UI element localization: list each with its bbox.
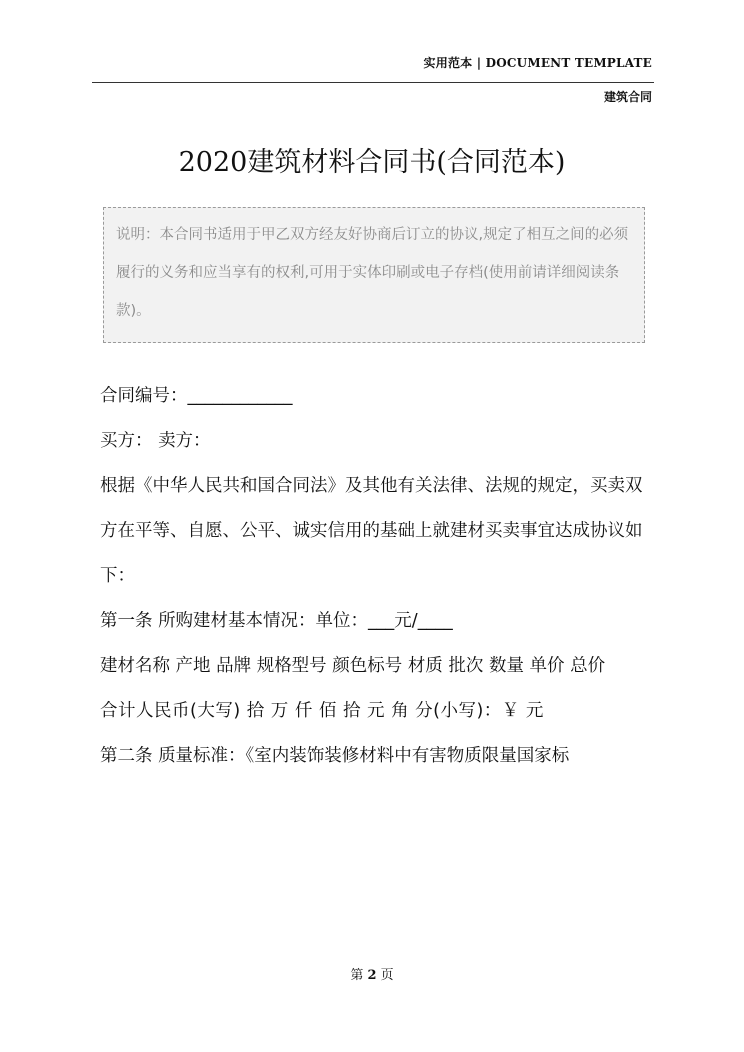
total-amount: 合计人民币(大写) 拾 万 仟 佰 拾 元 角 分(小写)：￥ 元 [100, 701, 544, 721]
notice-box [103, 207, 645, 343]
notice-text: 说明：本合同书适用于甲乙双方经友好协商后订立的协议,规定了相互之间的必须履行的义务和应当享有的权利,可用于实体印刷或电子存档(使用前请详细阅读条款)。 [116, 227, 629, 319]
document-title: 2020建筑材料合同书(合同范本) [178, 147, 566, 178]
page-suffix: 页 [380, 968, 394, 983]
header-divider [92, 82, 654, 83]
page-footer [0, 964, 744, 983]
article-1: 第一条 所购建材基本情况：单位：___元/____ [100, 611, 453, 631]
contract-body [100, 374, 656, 779]
article-2: 第二条 质量标准：《室内装饰装修材料中有害物质限量国家标 [100, 746, 570, 766]
preamble-paragraph: 根据《中华人民共和国合同法》及其他有关法律、法规的规定，买卖双方在平等、自愿、公平、诚实信用的基础上就建材买卖事宜达成协议如下： [100, 476, 643, 586]
header-template-label: 实用范本 | DOCUMENT TEMPLATE [423, 56, 652, 70]
material-columns: 建材名称 产地 品牌 规格型号 颜色标号 材质 批次 数量 单价 总价 [100, 656, 606, 676]
page-prefix: 第 [350, 968, 364, 983]
parties: 买方： 卖方： [100, 431, 211, 451]
header-category: 建筑合同 [603, 90, 652, 104]
page-number: 2 [367, 968, 377, 983]
contract-number: 合同编号：____________ [100, 386, 293, 406]
